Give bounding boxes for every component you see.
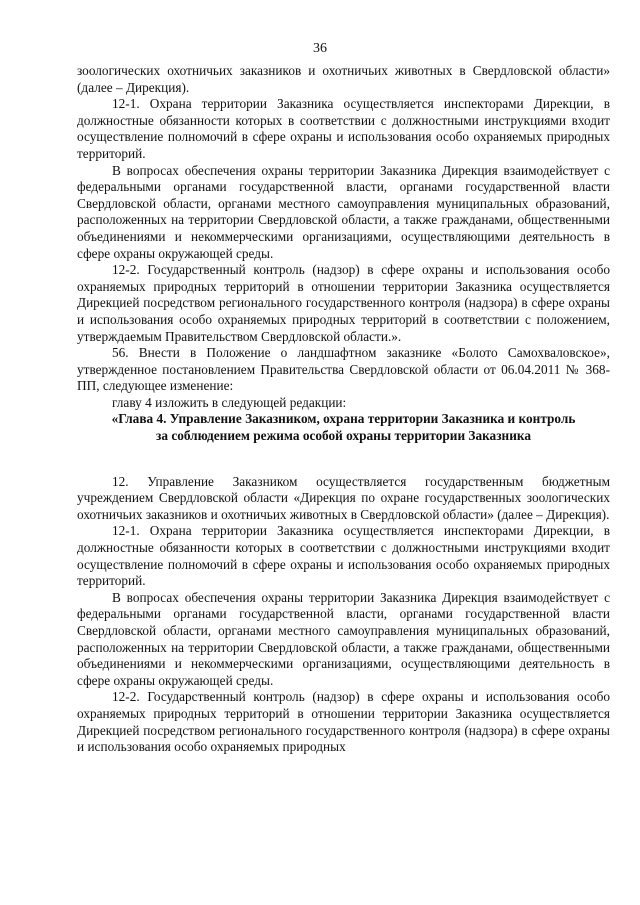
chapter-heading-line-1: «Глава 4. Управление Заказником, охрана территории Заказника и контроль xyxy=(111,411,576,427)
paragraph: 12. Управление Заказником осуществляется государственным бюджетным учреждением Свердловской области «Дирекция по охране государственных зоологических охотничьих заказников и охотничьих животных в Свердловской области» (далее – Дирекция). xyxy=(77,473,610,522)
paragraph-group-top xyxy=(77,63,610,411)
paragraph: главу 4 изложить в следующей редакции: xyxy=(112,394,347,410)
paragraph: 12-2. Государственный контроль (надзор) в сфере охраны и использования особо охраняемых природных территорий в отношении территории Заказника осуществляется Дирекцией посредством регионального государственного контроля (надзора) в сфере охраны и использования особо охраняемых природных xyxy=(77,689,610,755)
paragraph: 12-1. Охрана территории Заказника осуществляется инспекторами Дирекции, в должностные обязанности которых в соответствии с должностными инструкциями входит осуществление полномочий в сфере охраны и использования особо охраняемых природных территорий. xyxy=(77,96,610,161)
paragraph: зоологических охотничьих заказников и охотничьих животных в Свердловской области» (далее – Дирекция). xyxy=(77,63,610,95)
paragraph: 12-2. Государственный контроль (надзор) в сфере охраны и использования особо охраняемых природных территорий в отношении территории Заказника осуществляется Дирекцией посредством регионального государственного контроля (надзора) в сфере охраны и использования особо охраняемых природных территорий в соответствии с положением, утверждаемым Правительством Свердловской области.». xyxy=(77,262,610,344)
page-number: 36 xyxy=(313,41,327,56)
paragraph: В вопросах обеспечения охраны территории Заказника Дирекция взаимодействует с федеральными органами государственной власти, органами государственной власти Свердловской области, органами местного самоуправления муниципальных образований, расположенных на территории Свердловской области, а также гражданами, общественными объединениями и некоммерческими организациями, осуществляющими деятельность в сфере охраны окружающей среды. xyxy=(77,162,610,261)
paragraph-group-bottom xyxy=(77,474,610,756)
paragraph: 12-1. Охрана территории Заказника осуществляется инспекторами Дирекции, в должностные обязанности которых в соответствии с должностными инструкциями входит осуществление полномочий в сфере охраны и использования особо охраняемых природных территорий. xyxy=(77,523,610,589)
section-spacer xyxy=(77,445,610,474)
paragraph: В вопросах обеспечения охраны территории Заказника Дирекция взаимодействует с федеральными органами государственной власти, органами государственной власти Свердловской области, органами местного самоуправления муниципальных образований, расположенных на территории Свердловской области, а также гражданами, общественными объединениями и некоммерческими организациями, осуществляющими деятельность в сфере охраны окружающей среды. xyxy=(77,589,610,688)
document-body xyxy=(77,63,610,756)
paragraph: 56. Внести в Положение о ландшафтном заказнике «Болото Самохваловское», утвержденное постановлением Правительства Свердловской области от 06.04.2011 № 368-ПП, следующее изменение: xyxy=(77,345,610,394)
chapter-heading-line-2: за соблюдением режима особой охраны территории Заказника xyxy=(156,428,531,444)
